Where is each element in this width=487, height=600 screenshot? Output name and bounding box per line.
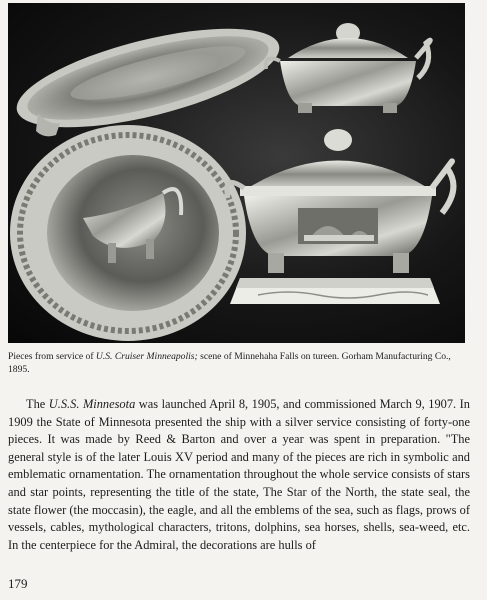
paragraph-text: was launched April 8, 1905, and commissioned March 9, 1907. In 1909 the State of Minnesota presented the ship with a silver service consisting of forty-one pieces. It was made by Reed & Barton and over a year was spent in preparation. "The general style is of the later Louis XV period and many of the pieces are rich in symbolic and emblematic ornamentation. The ornamentation throughout the whole service consists of stars and star points, representing the title of the state, The Star of the North, the state seal, the state flower (the moccasin), the eagle, and all the emblems of the sea, such as flags, prows of vessels, cables, mythological characters, tritons, dolphins, sea horses, shells, sea-weed, etc. In the centerpiece for the Admiral, the decorations are hulls of: [8, 397, 470, 552]
caption-part2: scene of Minnehaha Falls on tureen. Gorham Manufacturing Co., 1895.: [8, 351, 451, 375]
silver-service-illustration: [8, 3, 465, 343]
tureen-plateau: [230, 278, 440, 304]
page-number: 179: [8, 576, 28, 591]
silver-service-photo: [8, 3, 465, 343]
caption-ship-name: U.S. Cruiser Minneapolis;: [95, 351, 198, 362]
figure-caption: [8, 351, 468, 376]
small-tureen: [266, 23, 430, 113]
body-paragraph: [8, 396, 470, 554]
paragraph-ship-name: U.S.S. Minnesota: [48, 397, 136, 411]
caption-part1: Pieces from service of: [8, 351, 96, 362]
large-tureen: [227, 129, 454, 273]
paragraph-lead: The: [26, 397, 49, 411]
